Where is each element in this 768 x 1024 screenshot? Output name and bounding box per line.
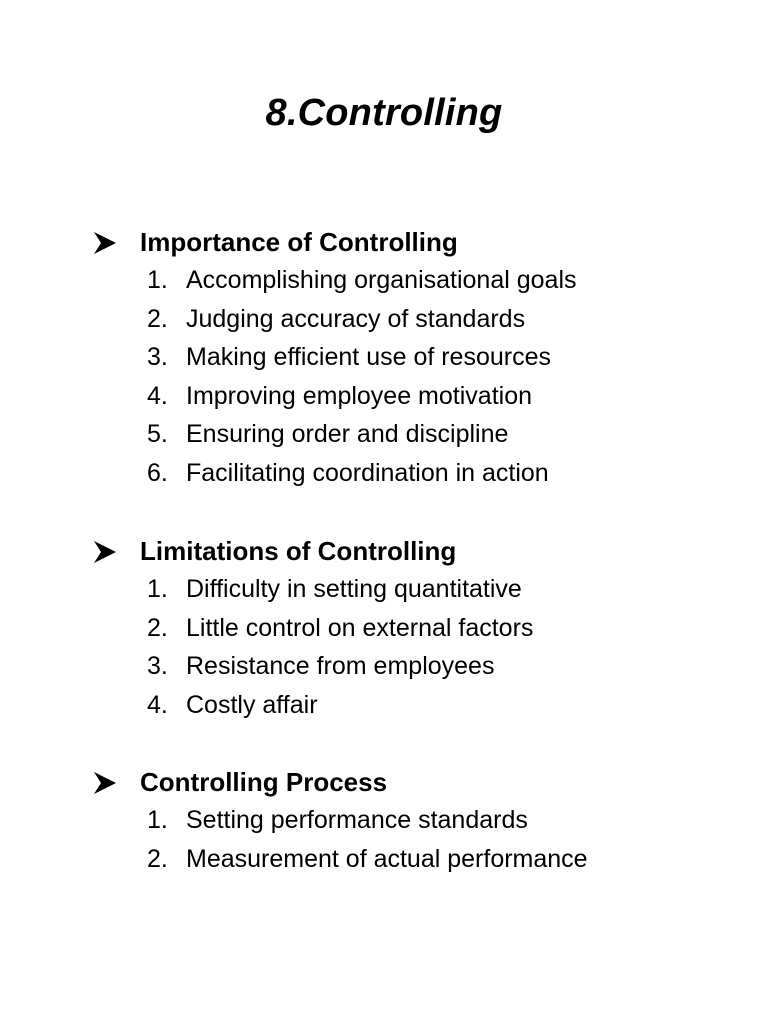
list-item-number: 2. <box>147 613 168 642</box>
list-item <box>92 303 732 342</box>
list-item <box>92 341 732 380</box>
list-item-number: 3. <box>147 652 168 680</box>
arrowhead-bullet-icon <box>92 539 118 565</box>
list-item-text: Costly affair <box>186 690 318 719</box>
list-item-number: 4. <box>147 690 168 719</box>
section-heading-row <box>92 766 732 804</box>
list-item <box>92 457 732 496</box>
list-item-number: 5. <box>147 420 168 448</box>
list-item <box>92 380 732 419</box>
list-item <box>92 650 732 689</box>
list-item-text: Accomplishing organisational goals <box>186 266 577 294</box>
list-item-text: Facilitating coordination in action <box>186 458 549 487</box>
list-item-number: 2. <box>147 304 168 333</box>
section-heading: Limitations of Controlling <box>140 536 457 566</box>
section-heading-row <box>92 226 732 264</box>
list-item-number: 6. <box>147 458 168 487</box>
numbered-list <box>92 573 732 727</box>
list-item-text: Judging accuracy of standards <box>186 304 526 333</box>
numbered-list <box>92 264 732 495</box>
list-item-text: Making efficient use of resources <box>186 343 552 371</box>
list-item <box>92 264 732 303</box>
list-item-text: Improving employee motivation <box>186 381 532 410</box>
page-title: 8.Controlling <box>265 92 503 134</box>
list-item-text: Ensuring order and discipline <box>186 420 509 448</box>
list-item-number: 4. <box>147 381 168 410</box>
list-item-number: 1. <box>147 575 168 603</box>
section-heading: Controlling Process <box>140 767 388 797</box>
list-item <box>92 573 732 612</box>
list-item <box>92 612 732 651</box>
list-item-text: Measurement of actual performance <box>186 844 588 873</box>
arrowhead-bullet-icon <box>92 230 118 256</box>
list-item-number: 2. <box>147 844 168 873</box>
list-item <box>92 804 732 843</box>
list-item-text: Little control on external factors <box>186 613 534 642</box>
list-item-text: Difficulty in setting quantitative <box>186 575 522 603</box>
section-importance <box>92 226 732 495</box>
list-item-text: Setting performance standards <box>186 806 528 834</box>
list-item-number: 1. <box>147 266 168 294</box>
list-item <box>92 418 732 457</box>
list-item <box>92 689 732 728</box>
section-heading: Importance of Controlling <box>140 227 458 257</box>
numbered-list <box>92 804 732 881</box>
section-heading-row <box>92 535 732 573</box>
list-item-text: Resistance from employees <box>186 652 495 680</box>
list-item <box>92 843 732 882</box>
arrowhead-bullet-icon <box>92 770 118 796</box>
list-item-number: 3. <box>147 343 168 371</box>
section-limitations <box>92 535 732 727</box>
section-process <box>92 766 732 881</box>
list-item-number: 1. <box>147 806 168 834</box>
